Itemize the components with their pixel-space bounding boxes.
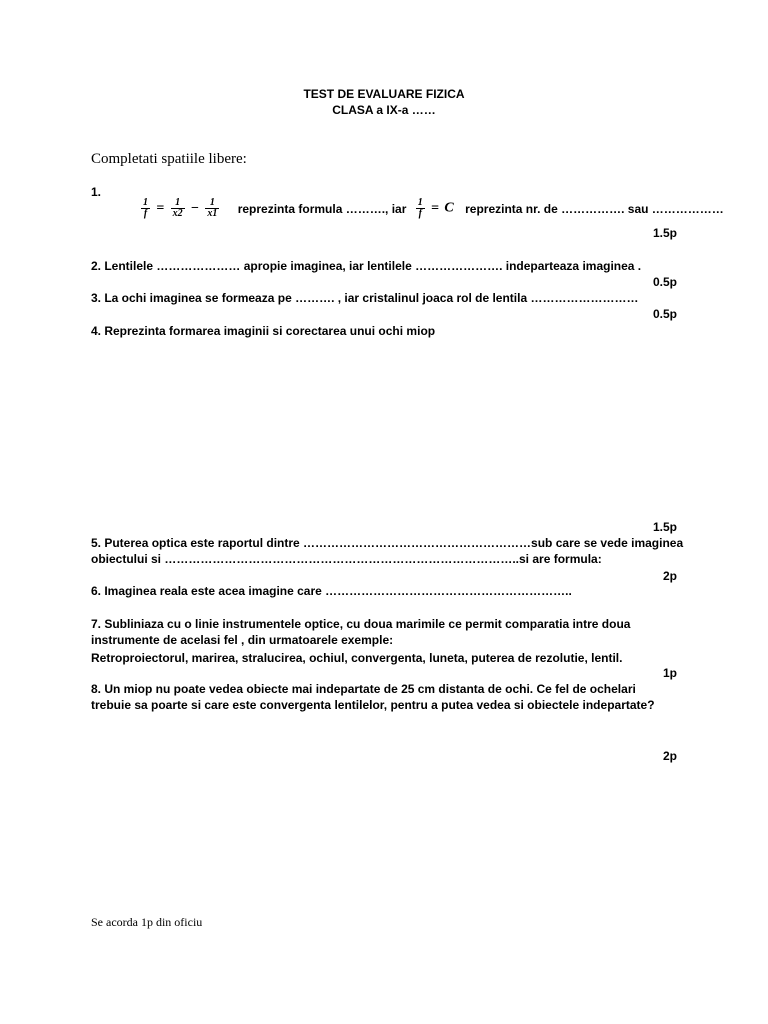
q7-line1: 7. Subliniaza cu o linie instrumentele optice, cu doua marimile ce permit comparatia intre doua [91, 617, 631, 631]
q1-frac-f-num: 1 [143, 197, 148, 208]
q1-frac2-num: 1 [417, 197, 423, 208]
q5-line2: obiectului si ……………………………………………………………………………..si are formula: [91, 552, 602, 566]
q7-line3: Retroproiectorul, marirea, stralucirea, ochiul, convergenta, luneta, puterea de rezolutie, lentil. [91, 651, 623, 665]
q1-fraction-x1 [205, 198, 219, 219]
q1-equals-2: = [431, 200, 440, 216]
q3-text: 3. La ochi imaginea se formeaza pe ………. , iar cristalinul joaca rol de lentila ……………………… [91, 291, 639, 305]
q2-points: 0.5p [652, 275, 677, 289]
q8-line2: trebuie sa poarte si care este convergenta lentilelor, pentru a putea vedea si obiectele indepartate? [91, 698, 655, 712]
test-subtitle: CLASA a IX-a …… [332, 103, 436, 117]
q4-points: 1.5p [652, 520, 677, 534]
q1-constant-c: C [444, 200, 454, 216]
q8-points: 2p [662, 749, 677, 763]
instruction-heading: Completati spatiile libere: [91, 151, 247, 167]
q1-frac2-den: f [418, 208, 422, 219]
footer-note: Se acorda 1p din oficiu [91, 915, 203, 929]
q1-equals: = [156, 200, 165, 216]
q1-minus: − [191, 200, 199, 216]
q1-points: 1.5p [652, 226, 677, 240]
q1-text-a: reprezinta formula ………., iar [237, 201, 407, 216]
q1-frac-x2-den: x2 [172, 208, 183, 219]
q5-line1: 5. Puterea optica este raportul dintre …………………………………………………sub care se vede imaginea [91, 536, 684, 550]
q1-text-b: reprezinta nr. de ……………. sau ……………… [465, 201, 724, 216]
q7-line2: instrumente de acelasi fel , din urmatoarele exemple: [91, 633, 394, 647]
q1-frac-x1-den: x1 [207, 208, 218, 219]
q1-fraction-f [141, 198, 150, 219]
q8-line1: 8. Un miop nu poate vedea obiecte mai indepartate de 25 cm distanta de ochi. Ce fel de ochelari [91, 682, 636, 696]
test-title: TEST DE EVALUARE FIZICA [303, 87, 465, 101]
q1-frac-f-den: f [143, 208, 148, 219]
q6-points: 1p [662, 666, 677, 680]
q1-frac-x2-num: 1 [171, 198, 185, 209]
q5-points: 2p [662, 569, 677, 583]
q2-text: 2. Lentilele ………………… apropie imaginea, iar lentilele …………………. indeparteaza imaginea . [91, 259, 642, 273]
q1-fraction-x2 [171, 198, 185, 219]
q1-number: 1. [91, 185, 102, 199]
q4-text: 4. Reprezinta formarea imaginii si corectarea unui ochi miop [91, 324, 436, 338]
q1-frac-x1-num: 1 [205, 198, 219, 209]
q1-fraction-2 [416, 198, 425, 219]
q3-points: 0.5p [652, 307, 677, 321]
q1-formula-line [140, 198, 724, 219]
q6-text: 6. Imaginea reala este acea imagine care …………………………………………………….. [91, 584, 572, 598]
